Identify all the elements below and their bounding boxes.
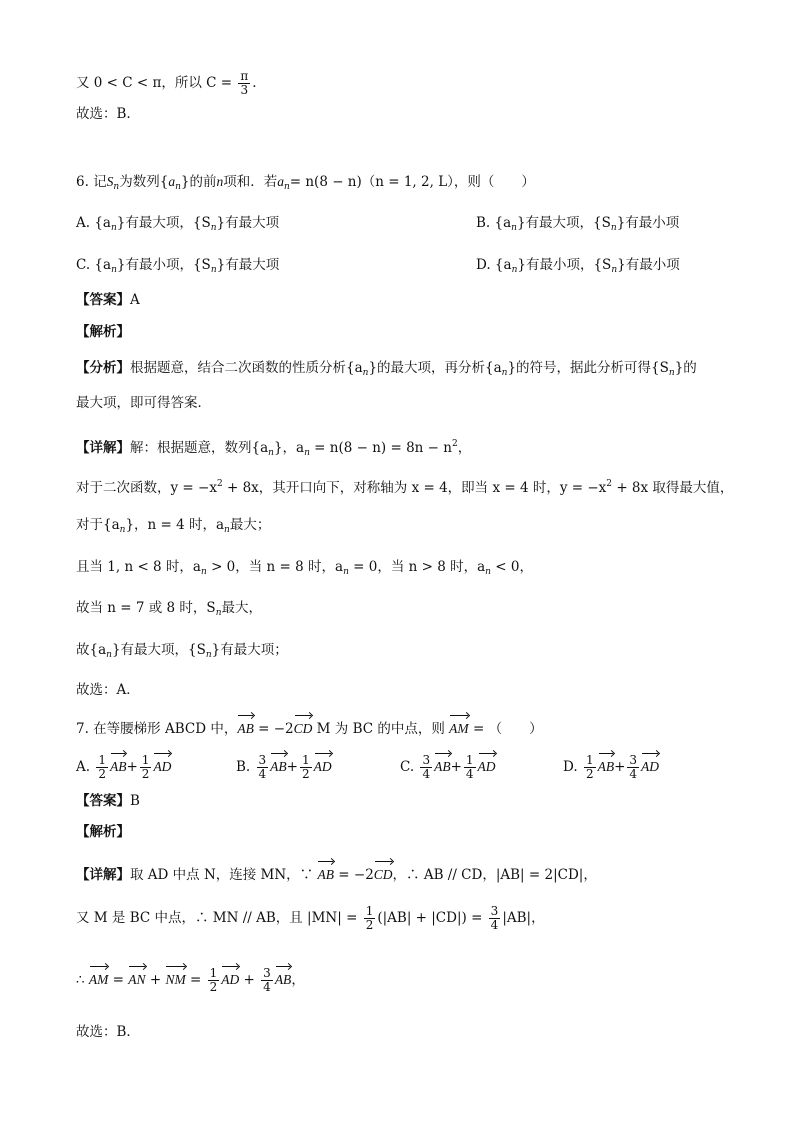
- choice-line-q6: 故选：A．: [76, 682, 140, 698]
- vector-am: AM: [449, 714, 469, 739]
- q7-detail-line-1: 【详解】取 AD 中点 N，连接 MN，∵ AB = −2CD，∴ AB // CD，|AB| = 2|CD|，: [76, 860, 734, 885]
- option-c[interactable]: C. $\{a_n\}$有最小项，$\{S_n\}$有最大项: [76, 257, 280, 275]
- q7-detail-line-3: ∴ AM = AN + NM = $\frac{1}{2}$ AD + $\frac{3}{4}$ AB，: [76, 966, 305, 994]
- detail-line-2: 对于二次函数，$y = -x^2 + 8x$，其开口向下，对称轴为 x = 4，即当 x = 4 时，$y = -x^2 + 8x$ 取得最大值，: [76, 479, 734, 496]
- line-range-c: 又 0 < C < π，所以 C = $\frac{\pi}{3}$ .: [76, 69, 257, 97]
- option-d[interactable]: D. $\frac{1}{2}$ AB+ $\frac{3}{4}$ AD: [563, 753, 660, 781]
- vector-ab: AB: [237, 714, 254, 739]
- detail-line-6: 故$\{a_n\}$有最大项，$\{S_n\}$有最大项；: [76, 642, 288, 660]
- analysis-heading-q7: 【解析】: [76, 824, 130, 840]
- q7-choice-line: 故选：B．: [76, 1024, 140, 1040]
- option-a[interactable]: A. $\{a_n\}$有最大项，$\{S_n\}$有最大项: [76, 215, 280, 233]
- option-d[interactable]: D. $\{a_n\}$有最小项，$\{S_n\}$有最小项: [476, 257, 680, 275]
- detail-line-4: 且当 1, n < 8 时，$a_n > 0$，当 n = 8 时，$a_n = 0$，当 n > 8 时，$a_n < 0$，: [76, 559, 533, 577]
- detail-line-1: 【详解】解：根据题意，数列$\{a_n\}$，$a_n = n(8 - n) = 8n - n^2$，: [76, 439, 472, 458]
- fraction: $\frac{\pi}{3}$: [240, 69, 249, 97]
- question-6-options-row-1: [76, 213, 734, 238]
- option-a[interactable]: A. $\frac{1}{2}$ AB+ $\frac{1}{2}$ AD: [76, 753, 172, 781]
- question-6-stem: 6. 记$S_n$为数列$\{a_n\}$的前n项和．若$a_n= n(8 - n)(n = 1$, 2, L），则（ ）: [76, 174, 535, 192]
- detail-line-3: 对于$\{a_n\}$，n = 4 时，$a_n$最大；: [76, 517, 271, 535]
- answer-line-q7: 【答案】B: [76, 793, 140, 809]
- q7-detail-line-2: 又 M 是 BC 中点，∴ MN // AB，且 |MN| = $\frac{1}{2}$ (|AB| + |CD|) = $\frac{3}{4}$ |AB|，: [76, 904, 545, 932]
- option-c[interactable]: C. $\frac{3}{4}$ AB+ $\frac{1}{4}$ AD: [400, 753, 496, 781]
- question-7-options: [76, 752, 734, 786]
- analysis-heading: 【解析】: [76, 324, 130, 340]
- question-6-options-row-2: [76, 255, 734, 280]
- question-7-stem: 7. 在等腰梯形 ABCD 中，AB = −2CD M 为 BC 的中点，则 AM = （ ）: [76, 714, 734, 739]
- vector-cd: CD: [294, 714, 313, 739]
- answer-line: 【答案】A: [76, 292, 140, 308]
- option-b[interactable]: B. $\frac{3}{4}$ AB+ $\frac{1}{2}$ AD: [236, 753, 332, 781]
- detail-line-5: 故当 n = 7 或 8 时，$S_n$最大，: [76, 600, 262, 618]
- fenxi-line-2: 最大项，即可得答案．: [76, 395, 211, 411]
- choice-line: 故选：B.: [76, 106, 131, 122]
- option-b[interactable]: B. $\{a_n\}$有最大项，$\{S_n\}$有最小项: [476, 215, 680, 233]
- fenxi-line-1: 【分析】根据题意，结合二次函数的性质分析$\{a_n\}$的最大项，再分析$\{a_n\}$的符号，据此分析可得$\{S_n\}$的: [76, 360, 697, 378]
